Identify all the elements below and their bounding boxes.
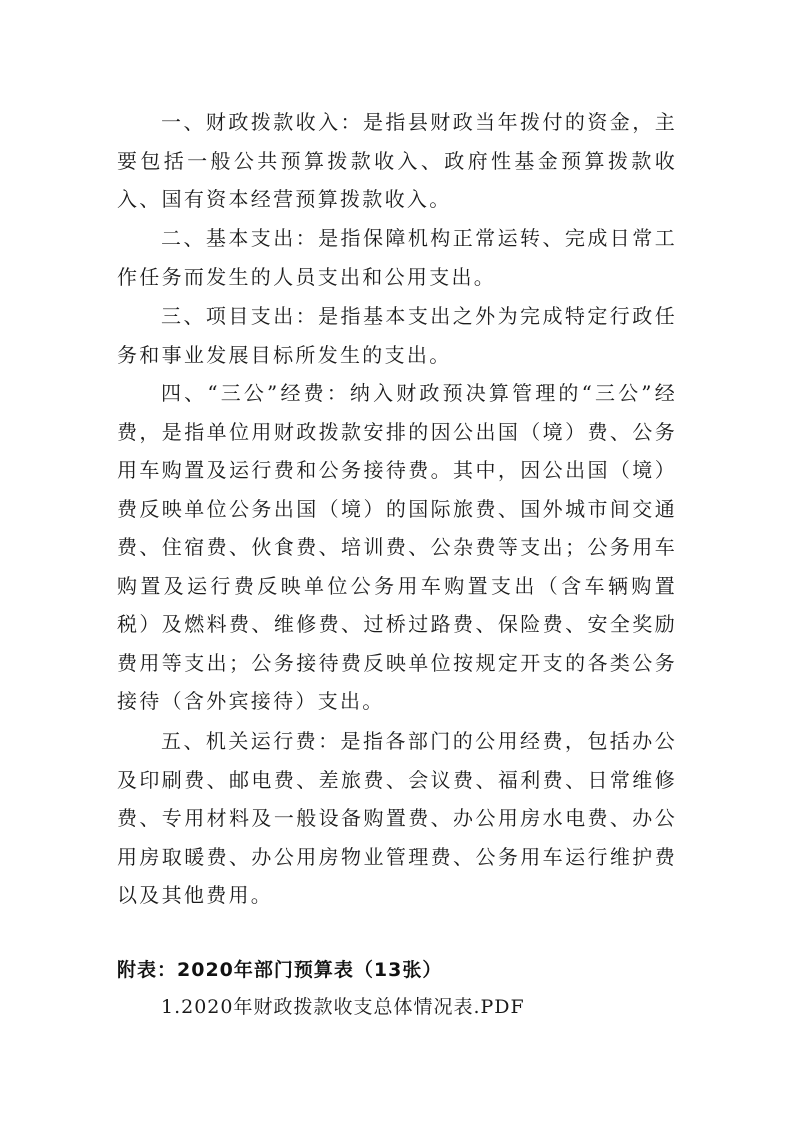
appendix-item-link[interactable]: 1.2020年财政拨款收支总体情况表.PDF: [161, 996, 525, 1018]
paragraph-fiscal-appropriation-income: 一、财政拨款收入：是指县财政当年拨付的资金，主要包括一般公共预算拨款收入、政府性基金预算拨款收入、国有资本经营预算拨款收入。: [117, 110, 677, 211]
paragraph-basic-expenditure: 二、基本支出：是指保障机构正常运转、完成日常工作任务而发生的人员支出和公用支出。: [117, 226, 677, 289]
paragraph-three-public-expenses: 四、“三公”经费：纳入财政预决算管理的“三公”经费，是指单位用财政拨款安排的因公出国（境）费、公务用车购置及运行费和公务接待费。其中，因公出国（境）费反映单位公务出国（境）的国际旅费、国外城市间交通费、住宿费、伙食费、培训费、公杂费等支出；公务用车购置及运行费反映单位公务用车购置支出（含车辆购置税）及燃料费、维修费、过桥过路费、保险费、安全奖励费用等支出；公务接待费反映单位按规定开支的各类公务接待（含外宾接待）支出。: [117, 381, 677, 713]
paragraph-project-expenditure: 三、项目支出：是指基本支出之外为完成特定行政任务和事业发展目标所发生的支出。: [117, 304, 677, 367]
appendix-heading: 附表：2020年部门预算表（13张）: [117, 959, 443, 981]
paragraph-agency-operating-expenses: 五、机关运行费：是指各部门的公用经费，包括办公及印刷费、邮电费、差旅费、会议费、福利费、日常维修费、专用材料及一般设备购置费、办公用房水电费、办公用房取暖费、办公用房物业管理费、公务用车运行维护费以及其他费用。: [117, 729, 677, 907]
